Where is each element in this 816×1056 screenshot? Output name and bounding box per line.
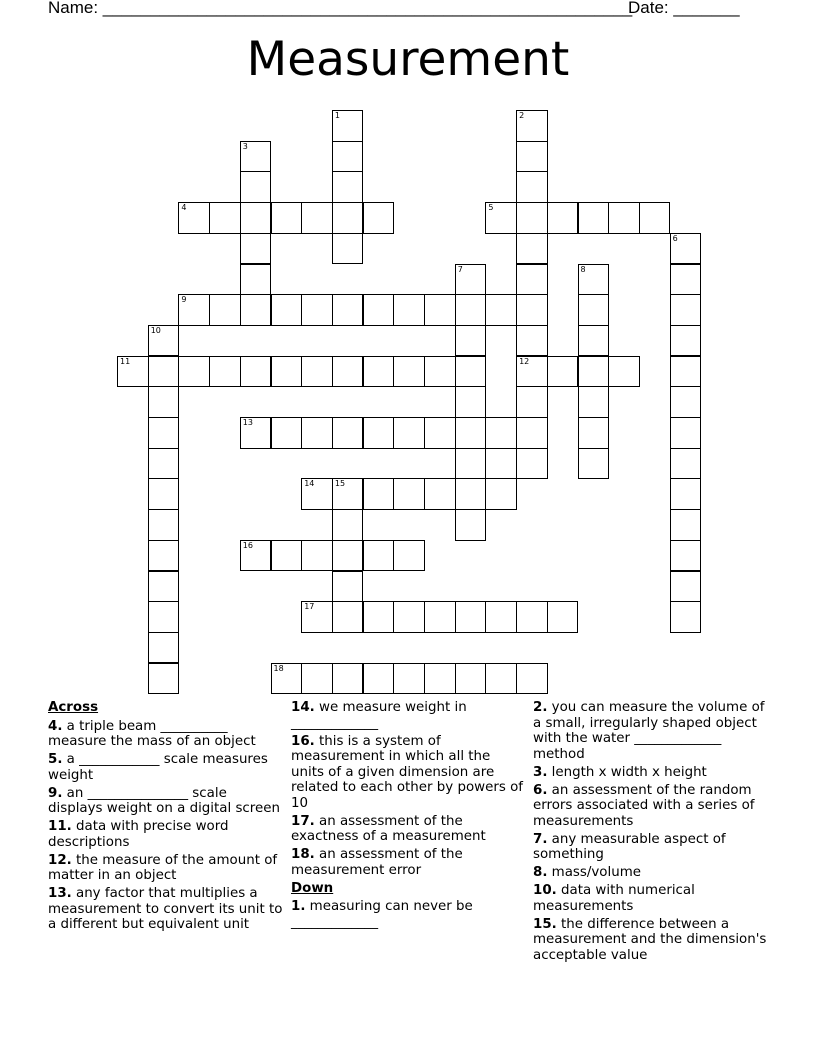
- crossword-cell[interactable]: [117, 356, 149, 388]
- crossword-cell[interactable]: [148, 325, 180, 357]
- clue-text: any measurable aspect of something: [533, 831, 726, 862]
- crossword-cell[interactable]: [670, 356, 702, 388]
- clue-number-label: 17.: [291, 813, 315, 829]
- crossword-cell[interactable]: [578, 417, 610, 449]
- crossword-cell[interactable]: [393, 478, 425, 510]
- crossword-cell[interactable]: [455, 356, 487, 388]
- clue-number-label: 4.: [48, 718, 63, 734]
- crossword-cell[interactable]: [332, 601, 364, 633]
- crossword-cell[interactable]: [485, 478, 517, 510]
- clue-number-label: 2.: [533, 700, 548, 715]
- clues-column-2: [291, 700, 527, 933]
- down-clue: [291, 899, 527, 930]
- crossword-cell[interactable]: [301, 294, 333, 326]
- crossword-cell[interactable]: [455, 448, 487, 480]
- crossword-cell[interactable]: [148, 356, 180, 388]
- crossword-cell[interactable]: [148, 663, 180, 695]
- crossword-cell[interactable]: [363, 663, 395, 695]
- crossword-cell[interactable]: [547, 601, 579, 633]
- crossword-cell[interactable]: [332, 478, 364, 510]
- crossword-cell[interactable]: [332, 294, 364, 326]
- across-clue: [48, 886, 284, 933]
- across-clue: [48, 853, 284, 884]
- crossword-cell[interactable]: [271, 202, 303, 234]
- crossword-cell[interactable]: [301, 601, 333, 633]
- crossword-cell[interactable]: [240, 171, 272, 203]
- crossword-cell[interactable]: [240, 356, 272, 388]
- clue-number-label: 1.: [291, 899, 306, 914]
- crossword-cell[interactable]: [516, 141, 548, 173]
- clue-text: this is a system of measurement in which all the units of a given dimension are related to each other by powers of 10: [291, 733, 524, 811]
- clue-text: data with precise word descriptions: [48, 819, 229, 850]
- crossword-cell[interactable]: [455, 509, 487, 541]
- crossword-cell[interactable]: [271, 663, 303, 695]
- clue-text: you can measure the volume of a small, irregularly shaped object with the water _____________ method: [533, 700, 765, 762]
- crossword-cell[interactable]: [148, 478, 180, 510]
- clue-text: data with numerical measurements: [533, 883, 695, 914]
- clue-number-label: 3.: [533, 764, 548, 780]
- crossword-cell[interactable]: [578, 202, 610, 234]
- crossword-cell[interactable]: [670, 325, 702, 357]
- crossword-cell[interactable]: [547, 202, 579, 234]
- crossword-cell[interactable]: [363, 356, 395, 388]
- crossword-cell[interactable]: [240, 233, 272, 265]
- across-clue: [291, 814, 527, 845]
- clue-number: 16: [242, 540, 253, 550]
- clue-number-label: 15.: [533, 916, 557, 932]
- crossword-cell[interactable]: [516, 663, 548, 695]
- crossword-cell[interactable]: [516, 356, 548, 388]
- clue-number: 6: [672, 233, 678, 243]
- date-field-label[interactable]: Date: _______: [628, 0, 740, 17]
- crossword-cell[interactable]: [670, 448, 702, 480]
- clue-number-label: 14.: [291, 700, 315, 715]
- crossword-cell[interactable]: [332, 110, 364, 142]
- down-clue: [533, 783, 769, 830]
- crossword-cell[interactable]: [148, 632, 180, 664]
- crossword-cell[interactable]: [301, 356, 333, 388]
- clue-number-label: 8.: [533, 865, 548, 880]
- crossword-cell[interactable]: [670, 601, 702, 633]
- crossword-cell[interactable]: [271, 540, 303, 572]
- clue-number: 8: [580, 264, 586, 274]
- crossword-cell[interactable]: [516, 601, 548, 633]
- crossword-cell[interactable]: [424, 417, 456, 449]
- crossword-cell[interactable]: [485, 202, 517, 234]
- crossword-cell[interactable]: [455, 264, 487, 296]
- clue-number-label: 10.: [533, 883, 557, 898]
- crossword-cell[interactable]: [424, 601, 456, 633]
- crossword-cell[interactable]: [516, 325, 548, 357]
- crossword-cell[interactable]: [670, 571, 702, 603]
- crossword-cell[interactable]: [332, 540, 364, 572]
- crossword-cell[interactable]: [240, 540, 272, 572]
- crossword-cell[interactable]: [485, 663, 517, 695]
- across-clue-list: [48, 719, 284, 933]
- crossword-cell[interactable]: [332, 356, 364, 388]
- clue-number-label: 13.: [48, 886, 72, 901]
- crossword-cell[interactable]: [424, 663, 456, 695]
- crossword-cell[interactable]: [148, 509, 180, 541]
- clue-number-label: 9.: [48, 785, 63, 801]
- down-heading: Down: [291, 880, 334, 896]
- clue-text: any factor that multiplies a measurement to convert its unit to a different but equivalent unit: [48, 886, 283, 932]
- crossword-cell[interactable]: [578, 448, 610, 480]
- crossword-cell[interactable]: [363, 202, 395, 234]
- clue-number-label: 12.: [48, 852, 72, 868]
- crossword-cell[interactable]: [608, 202, 640, 234]
- crossword-cell[interactable]: [393, 663, 425, 695]
- crossword-cell[interactable]: [670, 417, 702, 449]
- down-clue-list-continued: [533, 700, 769, 963]
- crossword-cell[interactable]: [148, 448, 180, 480]
- crossword-cell[interactable]: [271, 294, 303, 326]
- crossword-cell[interactable]: [332, 663, 364, 695]
- crossword-cell[interactable]: [670, 540, 702, 572]
- clue-number: 11: [120, 356, 131, 366]
- clue-number: 4: [181, 203, 187, 213]
- crossword-cell[interactable]: [301, 540, 333, 572]
- across-clue: [291, 700, 527, 731]
- crossword-cell[interactable]: [363, 478, 395, 510]
- crossword-cell[interactable]: [393, 356, 425, 388]
- clue-text: an _______________ scale displays weight on a digital screen: [48, 785, 280, 816]
- crossword-cell[interactable]: [608, 356, 640, 388]
- crossword-cell[interactable]: [455, 601, 487, 633]
- clue-number: 7: [457, 264, 463, 274]
- crossword-cell[interactable]: [332, 202, 364, 234]
- crossword-cell[interactable]: [578, 356, 610, 388]
- clue-number: 17: [304, 602, 315, 612]
- clue-number-label: 5.: [48, 752, 63, 767]
- crossword-cell[interactable]: [332, 233, 364, 265]
- across-clue: [291, 734, 527, 812]
- crossword-cell[interactable]: [393, 540, 425, 572]
- across-clue: [48, 752, 284, 783]
- crossword-cell[interactable]: [178, 356, 210, 388]
- crossword-cell[interactable]: [485, 417, 517, 449]
- across-clue: [48, 786, 284, 817]
- crossword-cell[interactable]: [301, 417, 333, 449]
- crossword-cell[interactable]: [516, 202, 548, 234]
- down-clue: [533, 700, 769, 762]
- crossword-cell[interactable]: [240, 141, 272, 173]
- crossword-cell[interactable]: [240, 417, 272, 449]
- clue-number: 5: [488, 203, 494, 213]
- clue-number: 1: [334, 111, 340, 120]
- crossword-cell[interactable]: [455, 663, 487, 695]
- page-title: Measurement: [246, 32, 570, 87]
- crossword-cell[interactable]: [455, 478, 487, 510]
- clue-text: an assessment of the exactness of a measurement: [291, 813, 486, 844]
- down-clue: [533, 883, 769, 914]
- crossword-cell[interactable]: [424, 294, 456, 326]
- crossword-cell[interactable]: [393, 294, 425, 326]
- clue-text: an assessment of the random errors associated with a series of measurements: [533, 782, 755, 829]
- crossword-cell[interactable]: [332, 141, 364, 173]
- crossword-cell[interactable]: [578, 264, 610, 296]
- clue-number: 18: [273, 663, 284, 673]
- crossword-cell[interactable]: [363, 294, 395, 326]
- crossword-cell[interactable]: [424, 356, 456, 388]
- crossword-cell[interactable]: [516, 171, 548, 203]
- clue-text: a ____________ scale measures weight: [48, 752, 268, 783]
- crossword-cell[interactable]: [670, 233, 702, 265]
- crossword-cell[interactable]: [670, 294, 702, 326]
- crossword-cell[interactable]: [393, 601, 425, 633]
- crossword-cell[interactable]: [670, 264, 702, 296]
- crossword-cell[interactable]: [516, 264, 548, 296]
- across-clue: [48, 819, 284, 850]
- crossword-cell[interactable]: [301, 478, 333, 510]
- crossword-cell[interactable]: [271, 356, 303, 388]
- clue-text: the difference between a measurement and the dimension's acceptable value: [533, 916, 767, 963]
- crossword-cell[interactable]: [209, 202, 241, 234]
- crossword-cell[interactable]: [516, 294, 548, 326]
- clue-number-label: 7.: [533, 831, 548, 847]
- down-clue: [533, 832, 769, 863]
- crossword-cell[interactable]: [485, 294, 517, 326]
- across-heading: Across: [48, 700, 99, 715]
- crossword-cell[interactable]: [148, 386, 180, 418]
- clue-text: we measure weight in _____________: [291, 700, 467, 731]
- clue-number: 9: [181, 295, 187, 305]
- crossword-cell[interactable]: [516, 448, 548, 480]
- crossword-cell[interactable]: [332, 171, 364, 203]
- crossword-cell[interactable]: [424, 478, 456, 510]
- clue-number: 12: [519, 356, 530, 366]
- crossword-cell[interactable]: [516, 110, 548, 142]
- down-clue: [533, 865, 769, 881]
- crossword-cell[interactable]: [455, 294, 487, 326]
- crossword-cell[interactable]: [516, 386, 548, 418]
- clue-number: 15: [334, 479, 346, 489]
- clue-number-label: 6.: [533, 782, 548, 798]
- clue-text: an assessment of the measurement error: [291, 847, 463, 878]
- crossword-cell[interactable]: [332, 509, 364, 541]
- clues-column-3: [533, 700, 769, 966]
- crossword-cell[interactable]: [178, 294, 210, 326]
- crossword-cell[interactable]: [148, 601, 180, 633]
- crossword-cell[interactable]: [485, 601, 517, 633]
- clue-number: 10: [150, 325, 161, 335]
- crossword-cell[interactable]: [639, 202, 671, 234]
- crossword-cell[interactable]: [332, 571, 364, 603]
- crossword-cell[interactable]: [393, 417, 425, 449]
- crossword-cell[interactable]: [516, 233, 548, 265]
- crossword-cell[interactable]: [455, 386, 487, 418]
- crossword-cell[interactable]: [363, 601, 395, 633]
- clue-text: measuring can never be _____________: [291, 899, 473, 930]
- clue-number: 13: [242, 418, 253, 427]
- crossword-cell[interactable]: [578, 294, 610, 326]
- crossword-cell[interactable]: [209, 294, 241, 326]
- crossword-cell[interactable]: [271, 417, 303, 449]
- down-clue: [533, 765, 769, 781]
- crossword-cell[interactable]: [363, 417, 395, 449]
- across-clue-list-continued: [291, 700, 527, 878]
- crossword-cell[interactable]: [240, 202, 272, 234]
- crossword-cell[interactable]: [148, 571, 180, 603]
- down-clue: [533, 917, 769, 964]
- crossword-cell[interactable]: [363, 540, 395, 572]
- clue-number: 2: [519, 111, 525, 120]
- clue-text: length x width x height: [547, 764, 707, 780]
- clue-number: 14: [304, 479, 315, 489]
- clue-number-label: 11.: [48, 819, 72, 834]
- clue-text: a triple beam __________ measure the mass of an object: [48, 718, 256, 749]
- crossword-cell[interactable]: [240, 294, 272, 326]
- crossword-cell[interactable]: [578, 386, 610, 418]
- crossword-cell[interactable]: [178, 202, 210, 234]
- clue-text: the measure of the amount of matter in an object: [48, 852, 278, 883]
- crossword-cell[interactable]: [301, 202, 333, 234]
- clue-number-label: 16.: [291, 733, 315, 749]
- crossword-cell[interactable]: [547, 356, 579, 388]
- across-clue: [291, 847, 527, 878]
- clue-number: 3: [242, 141, 248, 151]
- clues-column-1: [48, 700, 284, 935]
- down-clue-list: [291, 899, 527, 930]
- crossword-cell[interactable]: [209, 356, 241, 388]
- name-field-label[interactable]: Name: ________________________________________________________: [48, 0, 633, 17]
- crossword-cell[interactable]: [148, 417, 180, 449]
- crossword-cell[interactable]: [301, 663, 333, 695]
- across-clue: [48, 719, 284, 750]
- crossword-cell[interactable]: [148, 540, 180, 572]
- crossword-cell[interactable]: [332, 417, 364, 449]
- clue-number-label: 18.: [291, 847, 315, 862]
- crossword-cell[interactable]: [240, 264, 272, 296]
- crossword-cell[interactable]: [578, 325, 610, 357]
- crossword-cell[interactable]: [516, 417, 548, 449]
- crossword-cell[interactable]: [455, 325, 487, 357]
- clue-text: mass/volume: [547, 865, 641, 880]
- crossword-cell[interactable]: [455, 417, 487, 449]
- crossword-cell[interactable]: [670, 509, 702, 541]
- crossword-cell[interactable]: [670, 478, 702, 510]
- crossword-cell[interactable]: [670, 386, 702, 418]
